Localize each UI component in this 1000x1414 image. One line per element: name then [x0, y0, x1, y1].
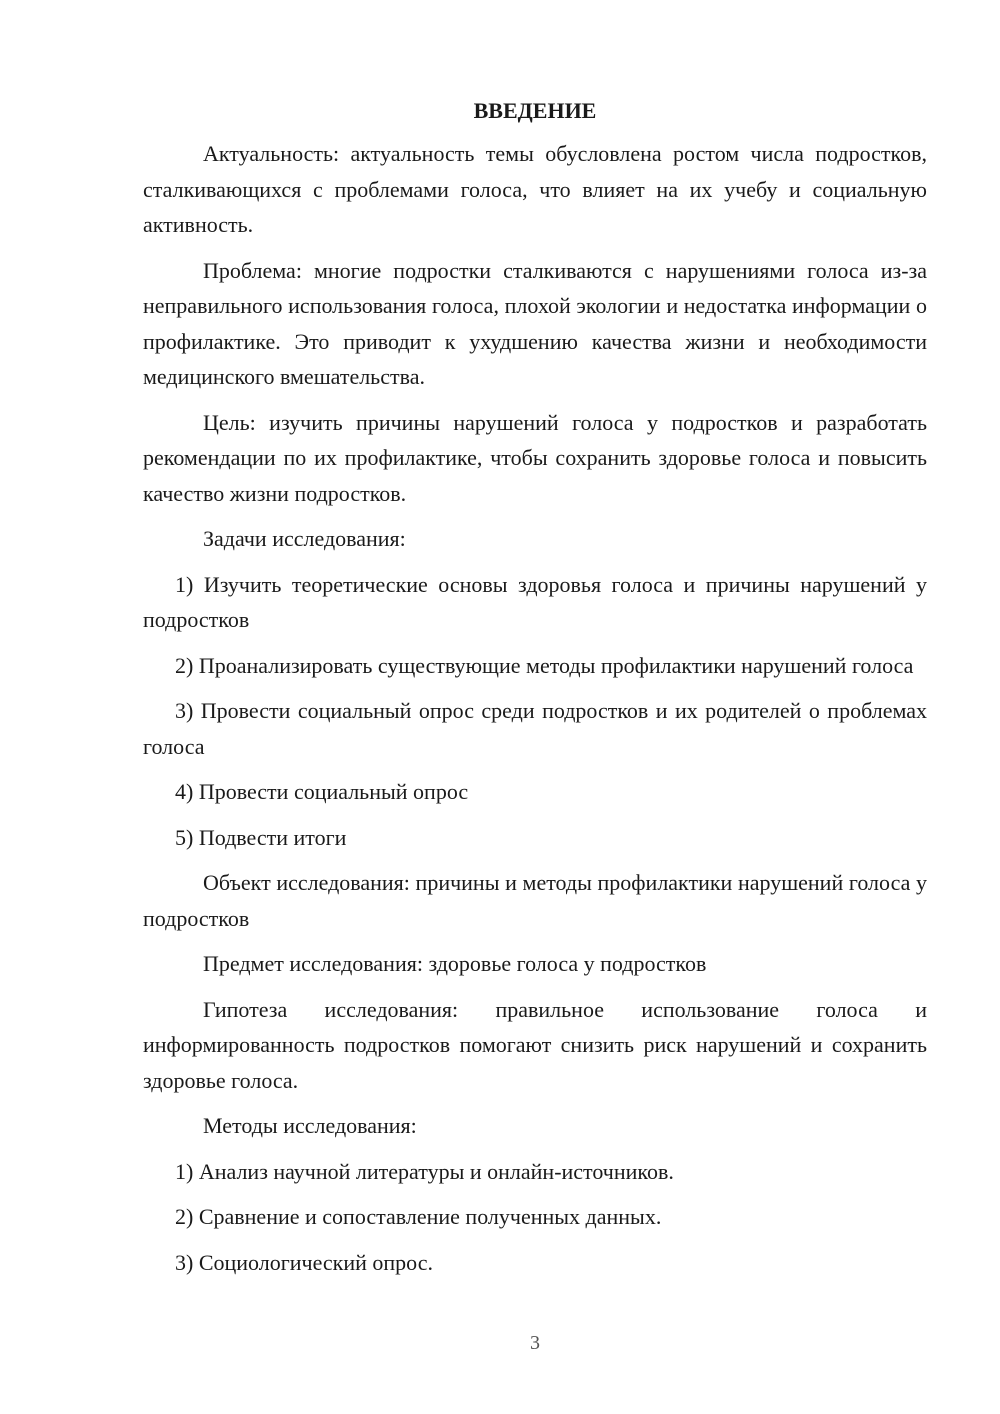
method-item-3: 3) Социологический опрос.: [175, 1249, 433, 1275]
method-item-1: 1) Анализ научной литературы и онлайн-источников.: [175, 1158, 674, 1184]
task-item-1: 1) Изучить теоретические основы здоровья голоса и причины нарушений у подростков: [143, 571, 927, 632]
object-paragraph: Объект исследования: причины и методы профилактики нарушений голоса у подростков: [143, 870, 927, 931]
problem-paragraph: Проблема: многие подростки сталкиваются с нарушениями голоса из-за неправильного использования голоса, плохой экологии и недостатка информации о профилактике. Это приводит к ухудшению качества жизни и необходимости медицинского вмешательства.: [143, 257, 927, 389]
task-item-4: 4) Провести социальный опрос: [175, 779, 469, 804]
page-number: 3: [530, 1332, 540, 1354]
paragraph-list: [143, 136, 927, 1280]
task-item-5: 5) Подвести итоги: [175, 824, 347, 850]
tasks-heading: Задачи исследования:: [203, 526, 406, 551]
goal-paragraph: Цель: изучить причины нарушений голоса у подростков и разработать рекомендации по их профилактике, чтобы сохранить здоровье голоса и повысить качество жизни подростков.: [143, 409, 927, 506]
hypothesis-paragraph: Гипотеза исследования: правильное использование голоса и информированность подростков помогают снизить риск нарушений и сохранить здоровье голоса.: [143, 996, 927, 1093]
methods-heading: Методы исследования:: [203, 1113, 417, 1138]
page-content: [143, 96, 927, 1290]
subject-paragraph: Предмет исследования: здоровье голоса у подростков: [203, 951, 707, 976]
relevance-paragraph: Актуальность: актуальность темы обусловлена ростом числа подростков, сталкивающихся с проблемами голоса, что влияет на их учебу и социальную активность.: [143, 141, 927, 237]
page-title: ВВЕДЕНИЕ: [473, 98, 597, 123]
method-item-2: 2) Сравнение и сопоставление полученных данных.: [175, 1204, 662, 1229]
task-item-3: 3) Провести социальный опрос среди подростков и их родителей о проблемах голоса: [143, 698, 927, 759]
task-item-2: 2) Проанализировать существующие методы профилактики нарушений голоса: [175, 652, 914, 678]
